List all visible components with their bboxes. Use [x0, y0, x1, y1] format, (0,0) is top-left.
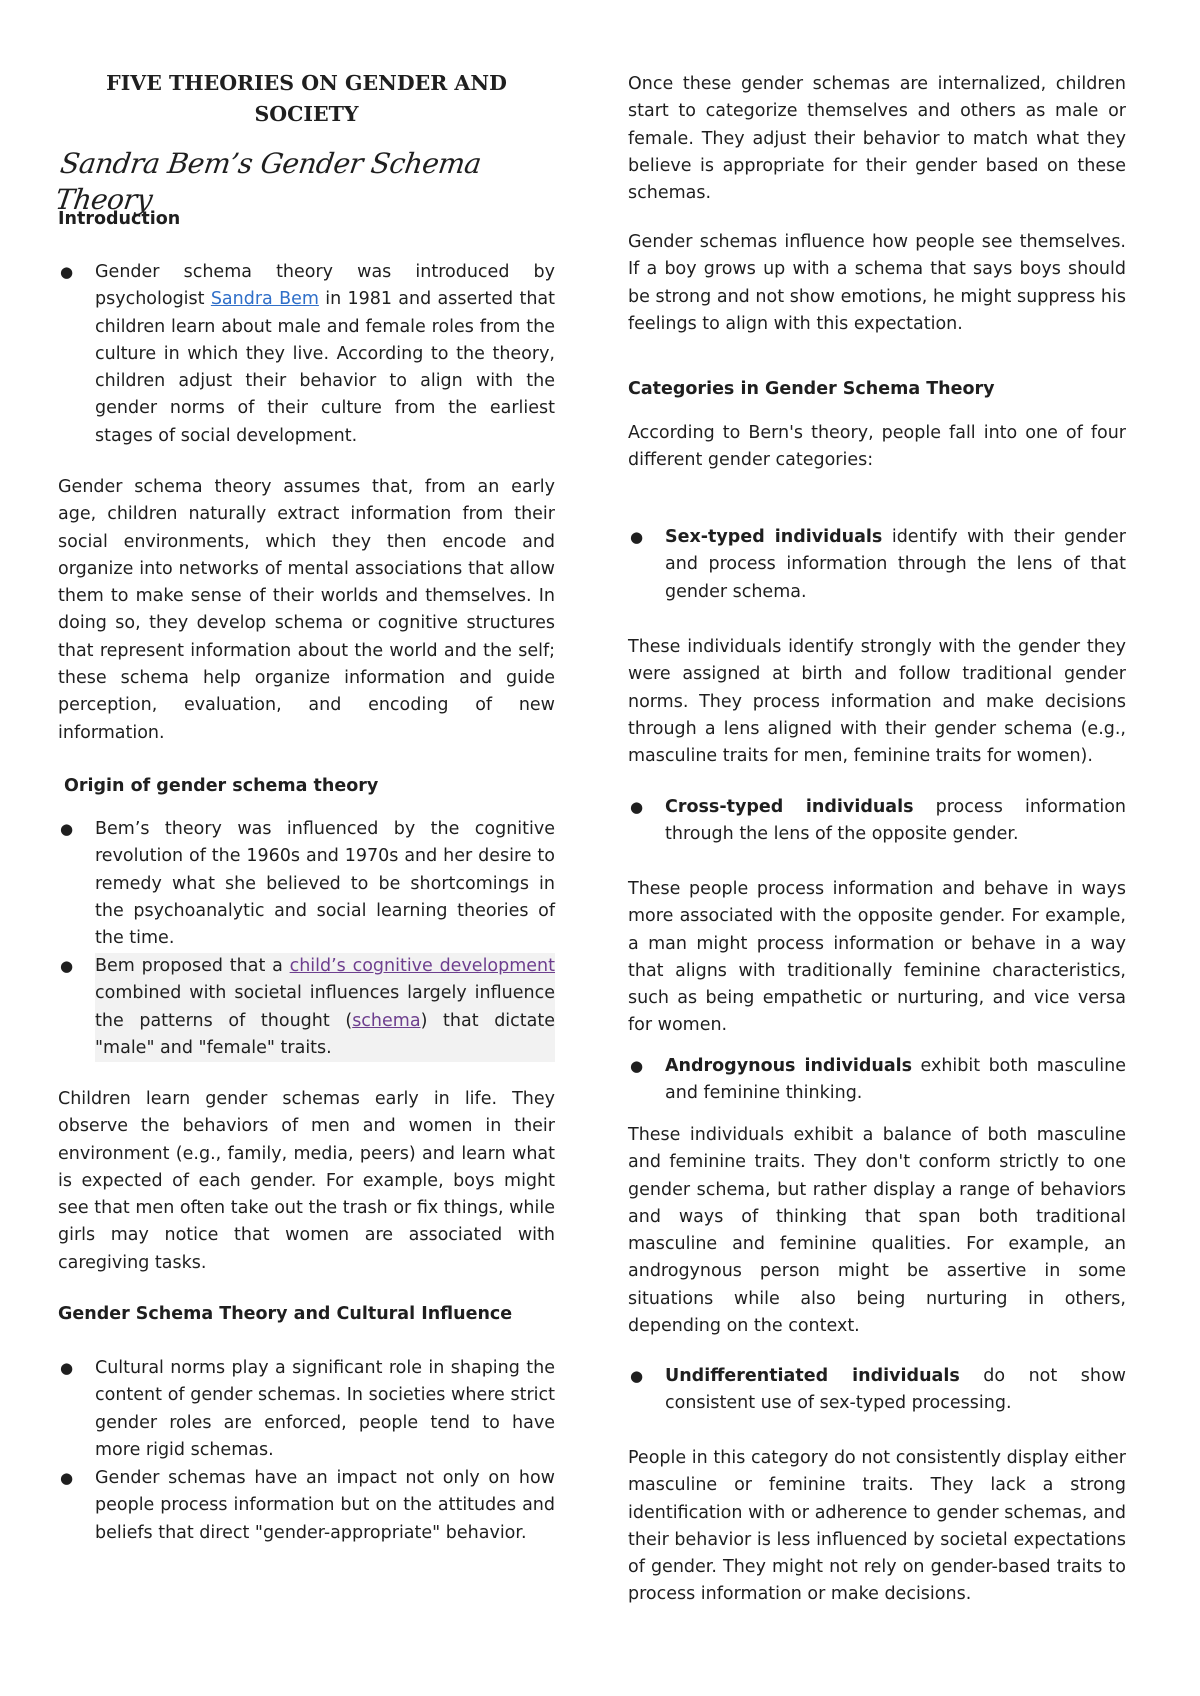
cultural-bullet-1 [58, 1355, 555, 1464]
schema-link[interactable]: schema [352, 1010, 421, 1031]
paragraph-assumes: Gender schema theory assumes that, from an early age, children naturally extract information from their social environments, which they then encode and organize into networks of mental associations that allow them to make sense of their worlds and themselves. In doing so, they develop schema or cognitive structures that represent information about the world and the self; these schema help organize information and guide perception, evaluation, and encoding of new information. [58, 477, 555, 743]
category-cross-typed [628, 794, 1126, 849]
paragraph-internalized: Once these gender schemas are internalized, children start to categorize themselves and others as male or female. They adjust their behavior to match what they believe is appropriate for their gender based on these schemas. [628, 74, 1126, 204]
document-title: FIVE THEORIES ON GENDER AND SOCIETY [106, 71, 507, 126]
origin-bullet-2-text: Bem proposed that a child’s cognitive development combined with societal influences largely influence the patterns of thought (schema) that dictate "male" and "female" traits. [95, 953, 555, 1062]
bullet-icon: ● [630, 1057, 644, 1075]
category-androgynous-text: Androgynous individuals exhibit both masculine and feminine thinking. [665, 1056, 1126, 1104]
paragraph-according: According to Bern's theory, people fall into one of four different gender categories: [628, 423, 1126, 471]
categories-heading: Categories in Gender Schema Theory [628, 379, 995, 399]
cultural-bullet-2 [58, 1465, 555, 1547]
category-undifferentiated-text: Undifferentiated individuals do not show consistent use of sex-typed processing. [665, 1366, 1126, 1414]
origin-bullet-2 [58, 953, 555, 1062]
origin-heading: Origin of gender schema theory [64, 776, 379, 796]
cultural-bullet-2-text: Gender schemas have an impact not only on how people process information but on the attitudes and beliefs that direct "gender-appropriate" behavior. [95, 1468, 555, 1543]
category-undifferentiated [628, 1363, 1126, 1418]
bullet-icon: ● [630, 798, 644, 816]
introduction-heading: Introduction [58, 209, 181, 229]
origin-bullet-1 [58, 816, 555, 952]
category-sex-typed-text: Sex-typed individuals identify with their gender and process information through the lens of that gender schema. [665, 527, 1126, 602]
category-sex-typed [628, 524, 1126, 606]
category-cross-typed-text: Cross-typed individuals process information through the lens of the opposite gender. [665, 797, 1126, 845]
cultural-influence-heading: Gender Schema Theory and Cultural Influence [58, 1304, 513, 1324]
section-title-script: Sandra Bem’s Gender Schema Theory [53, 147, 484, 216]
paragraph-children: Children learn gender schemas early in life. They observe the behaviors of men and women in their environment (e.g., family, media, peers) and learn what is expected of each gender. For example, boys might see that men often take out the trash or fix things, while girls may notice that women are associated with caregiving tasks. [58, 1089, 555, 1273]
paragraph-undifferentiated: People in this category do not consistently display either masculine or feminine traits. They lack a strong identification with or adherence to gender schemas, and their behavior is less influenced by societal expectations of gender. They might not rely on gender-based traits to process information or make decisions. [628, 1448, 1126, 1605]
bullet-icon: ● [60, 1469, 74, 1487]
cultural-bullet-1-text: Cultural norms play a significant role in shaping the content of gender schemas. In societies where strict gender roles are enforced, people tend to have more rigid schemas. [95, 1358, 555, 1460]
intro-bullet-text: Gender schema theory was introduced by psychologist Sandra Bem in 1981 and asserted that children learn about male and female roles from the culture in which they live. According to the theory, children adjust their behavior to align with the gender norms of their culture from the earliest stages of social development. [95, 262, 555, 446]
bullet-icon: ● [60, 820, 74, 838]
intro-bullet [58, 259, 555, 450]
paragraph-cross-typed: These people process information and behave in ways more associated with the opposite gender. For example, a man might process information or behave in a way that aligns with traditionally feminine characteristics, such as being empathetic or nurturing, and vice versa for women. [628, 879, 1126, 1036]
sandra-bem-link[interactable]: Sandra Bem [210, 289, 319, 310]
paragraph-influence: Gender schemas influence how people see themselves. If a boy grows up with a schema that says boys should be strong and not show emotions, he might suppress his feelings to align with this expectation. [628, 232, 1126, 334]
origin-bullet-1-text: Bem’s theory was influenced by the cognitive revolution of the 1960s and 1970s and her desire to remedy what she believed to be shortcomings in the psychoanalytic and social learning theories of the time. [95, 819, 555, 949]
cognitive-development-link[interactable]: child’s cognitive development [289, 956, 556, 976]
bullet-icon: ● [60, 1359, 74, 1377]
category-androgynous [628, 1053, 1126, 1108]
bullet-icon: ● [630, 528, 644, 546]
paragraph-androgynous: These individuals exhibit a balance of both masculine and feminine traits. They don't conform strictly to one gender schema, but rather display a range of behaviors and ways of thinking that span both traditional masculine and feminine qualities. For example, an androgynous person might be assertive in some situations while also being nurturing in others, depending on the context. [628, 1125, 1126, 1337]
bullet-icon: ● [630, 1367, 644, 1385]
bullet-icon: ● [60, 263, 74, 281]
bullet-icon: ● [60, 957, 74, 975]
paragraph-sex-typed: These individuals identify strongly with the gender they were assigned at birth and follow traditional gender norms. They process information and make decisions through a lens aligned with their gender schema (e.g., masculine traits for men, feminine traits for women). [628, 637, 1126, 767]
